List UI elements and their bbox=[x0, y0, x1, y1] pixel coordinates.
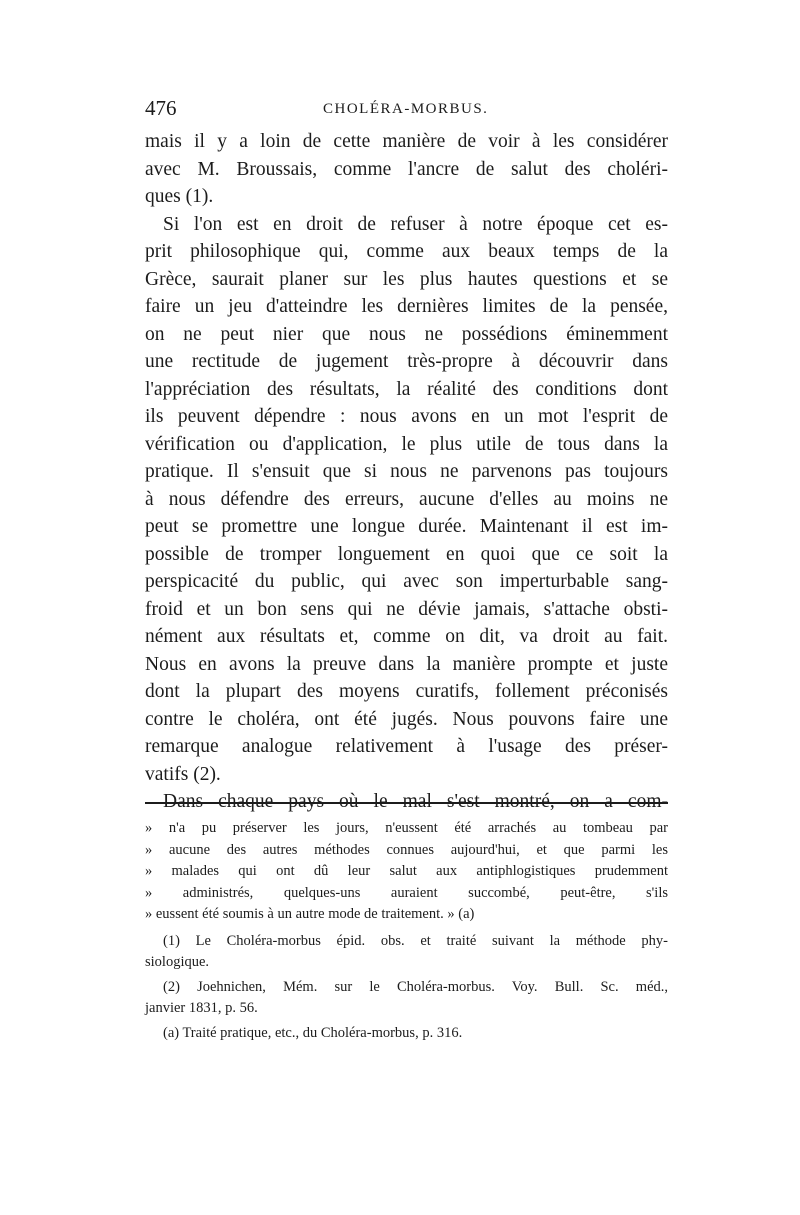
page-number: 476 bbox=[145, 96, 177, 120]
footnote-quote-line: » n'a pu préserver les jours, n'eussent été arrachés au tombeau par bbox=[145, 820, 668, 836]
body-text bbox=[145, 128, 668, 816]
footnote-2-continued: janvier 1831, p. 56. bbox=[145, 1000, 258, 1016]
text-line: prit philosophique qui, comme aux beaux temps de la bbox=[145, 241, 668, 262]
text-line: avec M. Broussais, comme l'ancre de salut des choléri- bbox=[145, 158, 668, 180]
text-line: contre le choléra, ont été jugés. Nous pouvons faire une bbox=[145, 708, 668, 730]
text-line: ils peuvent dépendre : nous avons en un mot l'esprit de bbox=[145, 406, 668, 427]
text-line: possible de tromper longuement en quoi que ce soit la bbox=[145, 543, 668, 565]
footnote-quote-line: » malades qui ont dû leur salut aux antiphlogistiques prudemment bbox=[145, 863, 668, 879]
text-line: peut se promettre une longue durée. Maintenant il est im- bbox=[145, 516, 668, 537]
footnote-rule bbox=[145, 802, 668, 804]
text-line: Si l'on est en droit de refuser à notre époque cet es- bbox=[163, 213, 668, 235]
text-line: on ne peut nier que nous ne possédions éminemment bbox=[145, 323, 668, 345]
text-line: froid et un bon sens qui ne dévie jamais, s'attache obsti- bbox=[145, 598, 668, 620]
footnote-quote-line: » aucune des autres méthodes connues aujourd'hui, et que parmi les bbox=[145, 841, 668, 858]
text-line: à nous défendre des erreurs, aucune d'elles au moins ne bbox=[145, 488, 668, 510]
text-line: Grèce, saurait planer sur les plus hautes questions et se bbox=[145, 268, 668, 290]
running-title: CHOLÉRA-MORBUS. bbox=[323, 101, 489, 117]
text-line: mais il y a loin de cette manière de voir à les considérer bbox=[145, 131, 668, 152]
text-line: l'appréciation des résultats, la réalité des conditions dont bbox=[145, 378, 668, 400]
footnote-quote-line: » eussent été soumis à un autre mode de traitement. » (a) bbox=[145, 906, 475, 922]
text-line: vatifs (2). bbox=[145, 763, 221, 785]
text-line: faire un jeu d'atteindre les dernières limites de la pensée, bbox=[145, 296, 668, 317]
footnote-1: (1) Le Choléra-morbus épid. obs. et traité suivant la méthode phy- bbox=[163, 932, 668, 949]
text-line: vérification ou d'application, le plus utile de tous dans la bbox=[145, 433, 668, 455]
footnote-quote-line: » administrés, quelques-uns auraient succombé, peut-être, s'ils bbox=[145, 884, 668, 901]
text-line: ques (1). bbox=[145, 186, 214, 207]
text-line: pratique. Il s'ensuit que si nous ne parvenons pas toujours bbox=[145, 461, 668, 482]
text-line: perspicacité du public, qui avec son imperturbable sang- bbox=[145, 571, 668, 592]
text-line: dont la plupart des moyens curatifs, follement préconisés bbox=[145, 681, 668, 702]
text-line: nément aux résultats et, comme on dit, va droit au fait. bbox=[145, 626, 668, 647]
text-line: une rectitude de jugement très-propre à découvrir dans bbox=[145, 351, 668, 372]
footnotes bbox=[145, 818, 668, 1044]
footnote-2: (2) Joehnichen, Mém. sur le Choléra-morbus. Voy. Bull. Sc. méd., bbox=[163, 978, 668, 995]
text-line: remarque analogue relativement à l'usage des préser- bbox=[145, 736, 668, 757]
footnote-a: (a) Traité pratique, etc., du Choléra-morbus, p. 316. bbox=[163, 1024, 463, 1041]
page-header bbox=[145, 96, 665, 126]
text-line: Dans chaque pays où le mal s'est montré, on a com- bbox=[163, 791, 668, 812]
text-line: Nous en avons la preuve dans la manière prompte et juste bbox=[145, 653, 668, 675]
footnote-1-continued: siologique. bbox=[145, 954, 210, 970]
